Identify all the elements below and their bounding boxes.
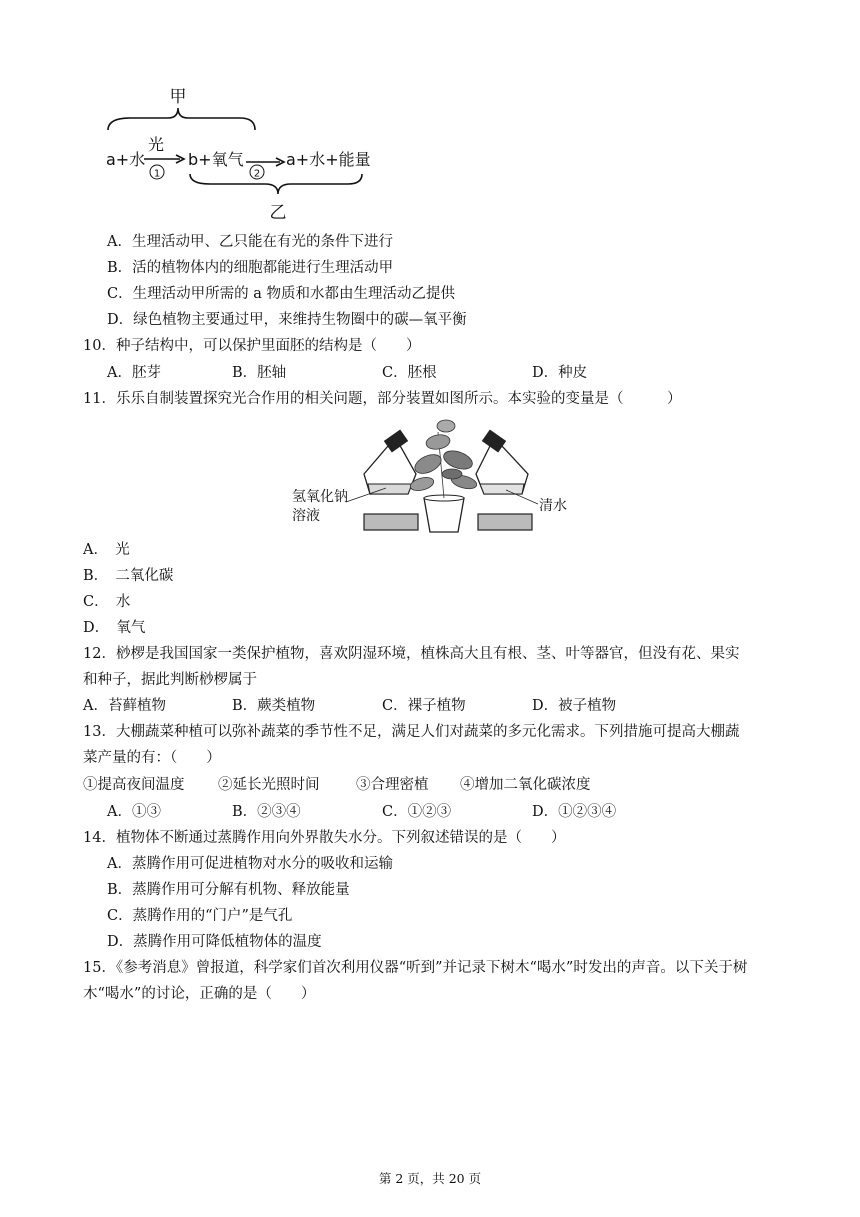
q13-option-c: C．①②③ <box>382 804 452 820</box>
q12-stem-line-2: 和种子，据此判断桫椤属于 <box>83 672 257 688</box>
q13-stem-line-1: 13．大棚蔬菜种植可以弥补蔬菜的季节性不足，满足人们对蔬菜的多元化需求。下列措施可提高大棚蔬 <box>83 724 740 740</box>
left-stand <box>364 514 418 530</box>
q13-option-d: D．①②③④ <box>532 804 617 820</box>
right-bottle <box>476 430 528 494</box>
q11-option-b: B． 二氧化碳 <box>83 568 174 584</box>
q11-option-a: A． 光 <box>83 542 130 558</box>
q13-measure-3: ③合理密植 <box>356 777 429 793</box>
q14-option-a: A．蒸腾作用可促进植物对水分的吸收和运输 <box>107 856 393 872</box>
q12-stem-line-1: 12．桫椤是我国国家一类保护植物，喜欢阴湿环境，植株高大且有根、茎、叶等器官，但没有花、果实 <box>83 646 740 662</box>
q9-option-a: A．生理活动甲、乙只能在有光的条件下进行 <box>107 234 393 250</box>
q10-option-b: B．胚轴 <box>232 365 287 381</box>
q14-option-b: B．蒸腾作用可分解有机物、释放能量 <box>107 882 350 898</box>
q15-stem-line-1: 15．《参考消息》曾报道，科学家们首次利用仪器“听到”并记录下树木“喝水”时发出的声音。以下关于树 <box>83 960 748 976</box>
label-yi: 乙 <box>269 203 287 223</box>
q13-measure-2: ②延长光照时间 <box>218 777 320 793</box>
q12-option-c: C．裸子植物 <box>382 698 466 714</box>
q13-measure-4: ④增加二氧化碳浓度 <box>460 777 591 793</box>
q12-option-d: D．被子植物 <box>532 698 617 714</box>
light-label: 光 <box>147 135 165 154</box>
plant <box>409 420 478 498</box>
q10-option-d: D．种皮 <box>532 365 588 381</box>
q9-option-d: D．绿色植物主要通过甲，来维持生物圈中的碳—氧平衡 <box>107 312 467 328</box>
step2-num: 2 <box>253 168 261 180</box>
bottom-brace <box>190 174 362 194</box>
q11-option-c: C． 水 <box>83 594 131 610</box>
q12-option-b: B．蕨类植物 <box>232 698 316 714</box>
q14-stem: 14．植物体不断通过蒸腾作用向外界散失水分。下列叙述错误的是（ ） <box>83 830 566 846</box>
q13-stem-line-2: 菜产量的有：（ ） <box>83 750 221 766</box>
right-term: a+水+能量 <box>286 150 371 169</box>
q15-stem-line-2: 木“喝水”的讨论，正确的是（ ） <box>83 986 316 1002</box>
q10-option-a: A．胚芽 <box>107 365 161 381</box>
q13-measure-1: ①提高夜间温度 <box>83 777 185 793</box>
left-bottle <box>364 430 416 494</box>
fig-left-label-2: 溶液 <box>292 508 320 524</box>
q9-option-b: B．活的植物体内的细胞都能进行生理活动甲 <box>107 260 394 276</box>
process-diagram <box>100 80 390 225</box>
plant-pot <box>424 498 464 532</box>
right-stand <box>478 514 532 530</box>
page-footer: 第 2 页，共 20 页 <box>378 1171 482 1186</box>
q12-option-a: A．苔藓植物 <box>83 698 166 714</box>
q11-option-d: D． 氧气 <box>83 620 146 636</box>
apparatus-figure <box>288 412 578 540</box>
q14-option-c: C．蒸腾作用的“门户”是气孔 <box>107 908 293 924</box>
top-brace <box>108 108 255 130</box>
fig-left-label-1: 氢氧化钠 <box>292 489 348 505</box>
fig-right-label: 清水 <box>539 498 567 514</box>
q10-stem: 10．种子结构中，可以保护里面胚的结构是（ ） <box>83 338 421 354</box>
middle-term: b+氧气 <box>188 150 244 169</box>
q13-option-a: A．①③ <box>107 804 161 820</box>
q9-option-c: C．生理活动甲所需的 a 物质和水都由生理活动乙提供 <box>107 286 455 302</box>
step1-num: 1 <box>153 168 161 180</box>
q11-stem: 11．乐乐自制装置探究光合作用的相关问题，部分装置如图所示。本实验的变量是（ ） <box>83 391 682 407</box>
q13-option-b: B．②③④ <box>232 804 301 820</box>
q10-option-c: C．胚根 <box>382 365 437 381</box>
q14-option-d: D．蒸腾作用可降低植物体的温度 <box>107 934 322 950</box>
left-term: a+水 <box>106 150 146 169</box>
label-jia: 甲 <box>169 87 187 107</box>
